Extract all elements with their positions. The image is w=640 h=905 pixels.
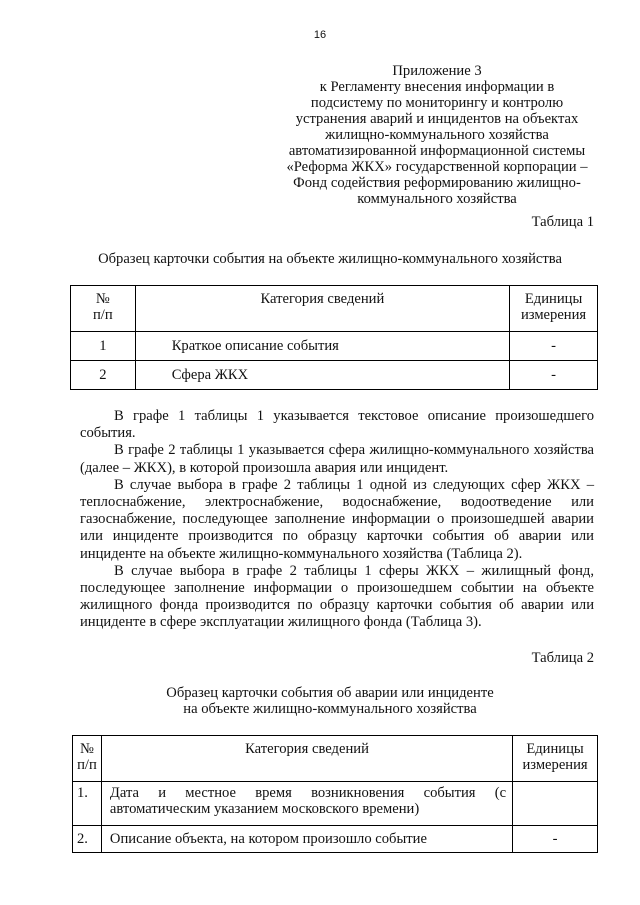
appendix-line: коммунального хозяйства xyxy=(357,191,517,207)
cell-units xyxy=(513,782,598,826)
column-header-category: Категория сведений xyxy=(135,286,509,332)
table1 xyxy=(70,285,598,390)
table2-caption-line: Образец карточки события об аварии или инциденте xyxy=(166,685,494,701)
header-units-line1: Единицы xyxy=(524,291,583,307)
table2 xyxy=(72,735,598,853)
cell-category: Сфера ЖКХ xyxy=(135,361,509,390)
header-units-line1: Единицы xyxy=(526,741,584,757)
table-header-row xyxy=(71,286,598,332)
paragraph: В случае выбора в графе 2 таблицы 1 одной из следующих сфер ЖКХ – теплоснабжение, электроснабжение, водоснабжение, водоотведение или газоснабжение, последующее заполнение информации о произошедшей аварии или инциденте производится по образцу карточки события об аварии или инциденте на объекте жилищно-коммунального хозяйства (Таблица 2). xyxy=(80,476,594,562)
table2-caption-line: на объекте жилищно-коммунального хозяйства xyxy=(183,701,477,717)
table1-caption: Образец карточки события на объекте жилищно-коммунального хозяйства xyxy=(98,251,562,267)
cell-category: Описание объекта, на котором произошло событие xyxy=(101,826,512,853)
table-header-row xyxy=(73,736,598,782)
header-num-line2: п/п xyxy=(93,307,113,323)
appendix-line: «Реформа ЖКХ» государственной корпорации – xyxy=(286,159,588,175)
header-num-line1: № xyxy=(95,291,110,307)
paragraph: В графе 1 таблицы 1 указывается текстовое описание произошедшего события. xyxy=(80,408,594,442)
paragraph: В графе 2 таблицы 1 указывается сфера жилищно-коммунального хозяйства (далее – ЖКХ), в которой произошла авария или инцидент. xyxy=(80,442,594,476)
cell-units: - xyxy=(510,361,598,390)
header-num-line2: п/п xyxy=(77,757,97,773)
column-header-category: Категория сведений xyxy=(101,736,512,782)
appendix-line: Приложение 3 xyxy=(392,63,482,79)
cell-category: Дата и местное время возникновения события (с автоматическим указанием московского времени) xyxy=(101,782,512,826)
table-row xyxy=(73,826,598,853)
appendix-line: автоматизированной информационной системы xyxy=(288,143,586,159)
body-text xyxy=(80,408,594,632)
table-row xyxy=(71,361,598,390)
cell-units: - xyxy=(510,332,598,361)
cell-num: 2. xyxy=(73,826,102,853)
paragraph: В случае выбора в графе 2 таблицы 1 сферы ЖКХ – жилищный фонд, последующее заполнение информации о произошедшем событии на объекте жилищного фонда производится по образцу карточки события об аварии или инциденте в сфере эксплуатации жилищного фонда (Таблица 3). xyxy=(80,562,594,631)
appendix-line: Фонд содействия реформированию жилищно- xyxy=(293,175,581,191)
column-header-units xyxy=(510,286,598,332)
cell-units: - xyxy=(513,826,598,853)
column-header-units xyxy=(513,736,598,782)
table-row xyxy=(71,332,598,361)
header-units-line2: измерения xyxy=(520,307,587,323)
table1-label: Таблица 1 xyxy=(531,214,594,230)
appendix-line: к Регламенту внесения информации в xyxy=(319,79,555,95)
appendix-line: устранения аварий и инцидентов на объектах xyxy=(295,111,579,127)
column-header-num xyxy=(71,286,136,332)
table2-label: Таблица 2 xyxy=(531,650,594,666)
cell-num: 1. xyxy=(73,782,102,826)
cell-num: 1 xyxy=(71,332,136,361)
table-row xyxy=(73,782,598,826)
header-num-line1: № xyxy=(79,741,94,757)
appendix-line: подсистему по мониторингу и контролю xyxy=(310,95,564,111)
page-number: 16 xyxy=(313,29,327,41)
cell-num: 2 xyxy=(71,361,136,390)
cell-category: Краткое описание события xyxy=(135,332,509,361)
column-header-num xyxy=(73,736,102,782)
appendix-line: жилищно-коммунального хозяйства xyxy=(325,127,549,143)
header-units-line2: измерения xyxy=(522,757,588,773)
table2-caption xyxy=(60,685,600,717)
appendix-header xyxy=(282,63,592,207)
